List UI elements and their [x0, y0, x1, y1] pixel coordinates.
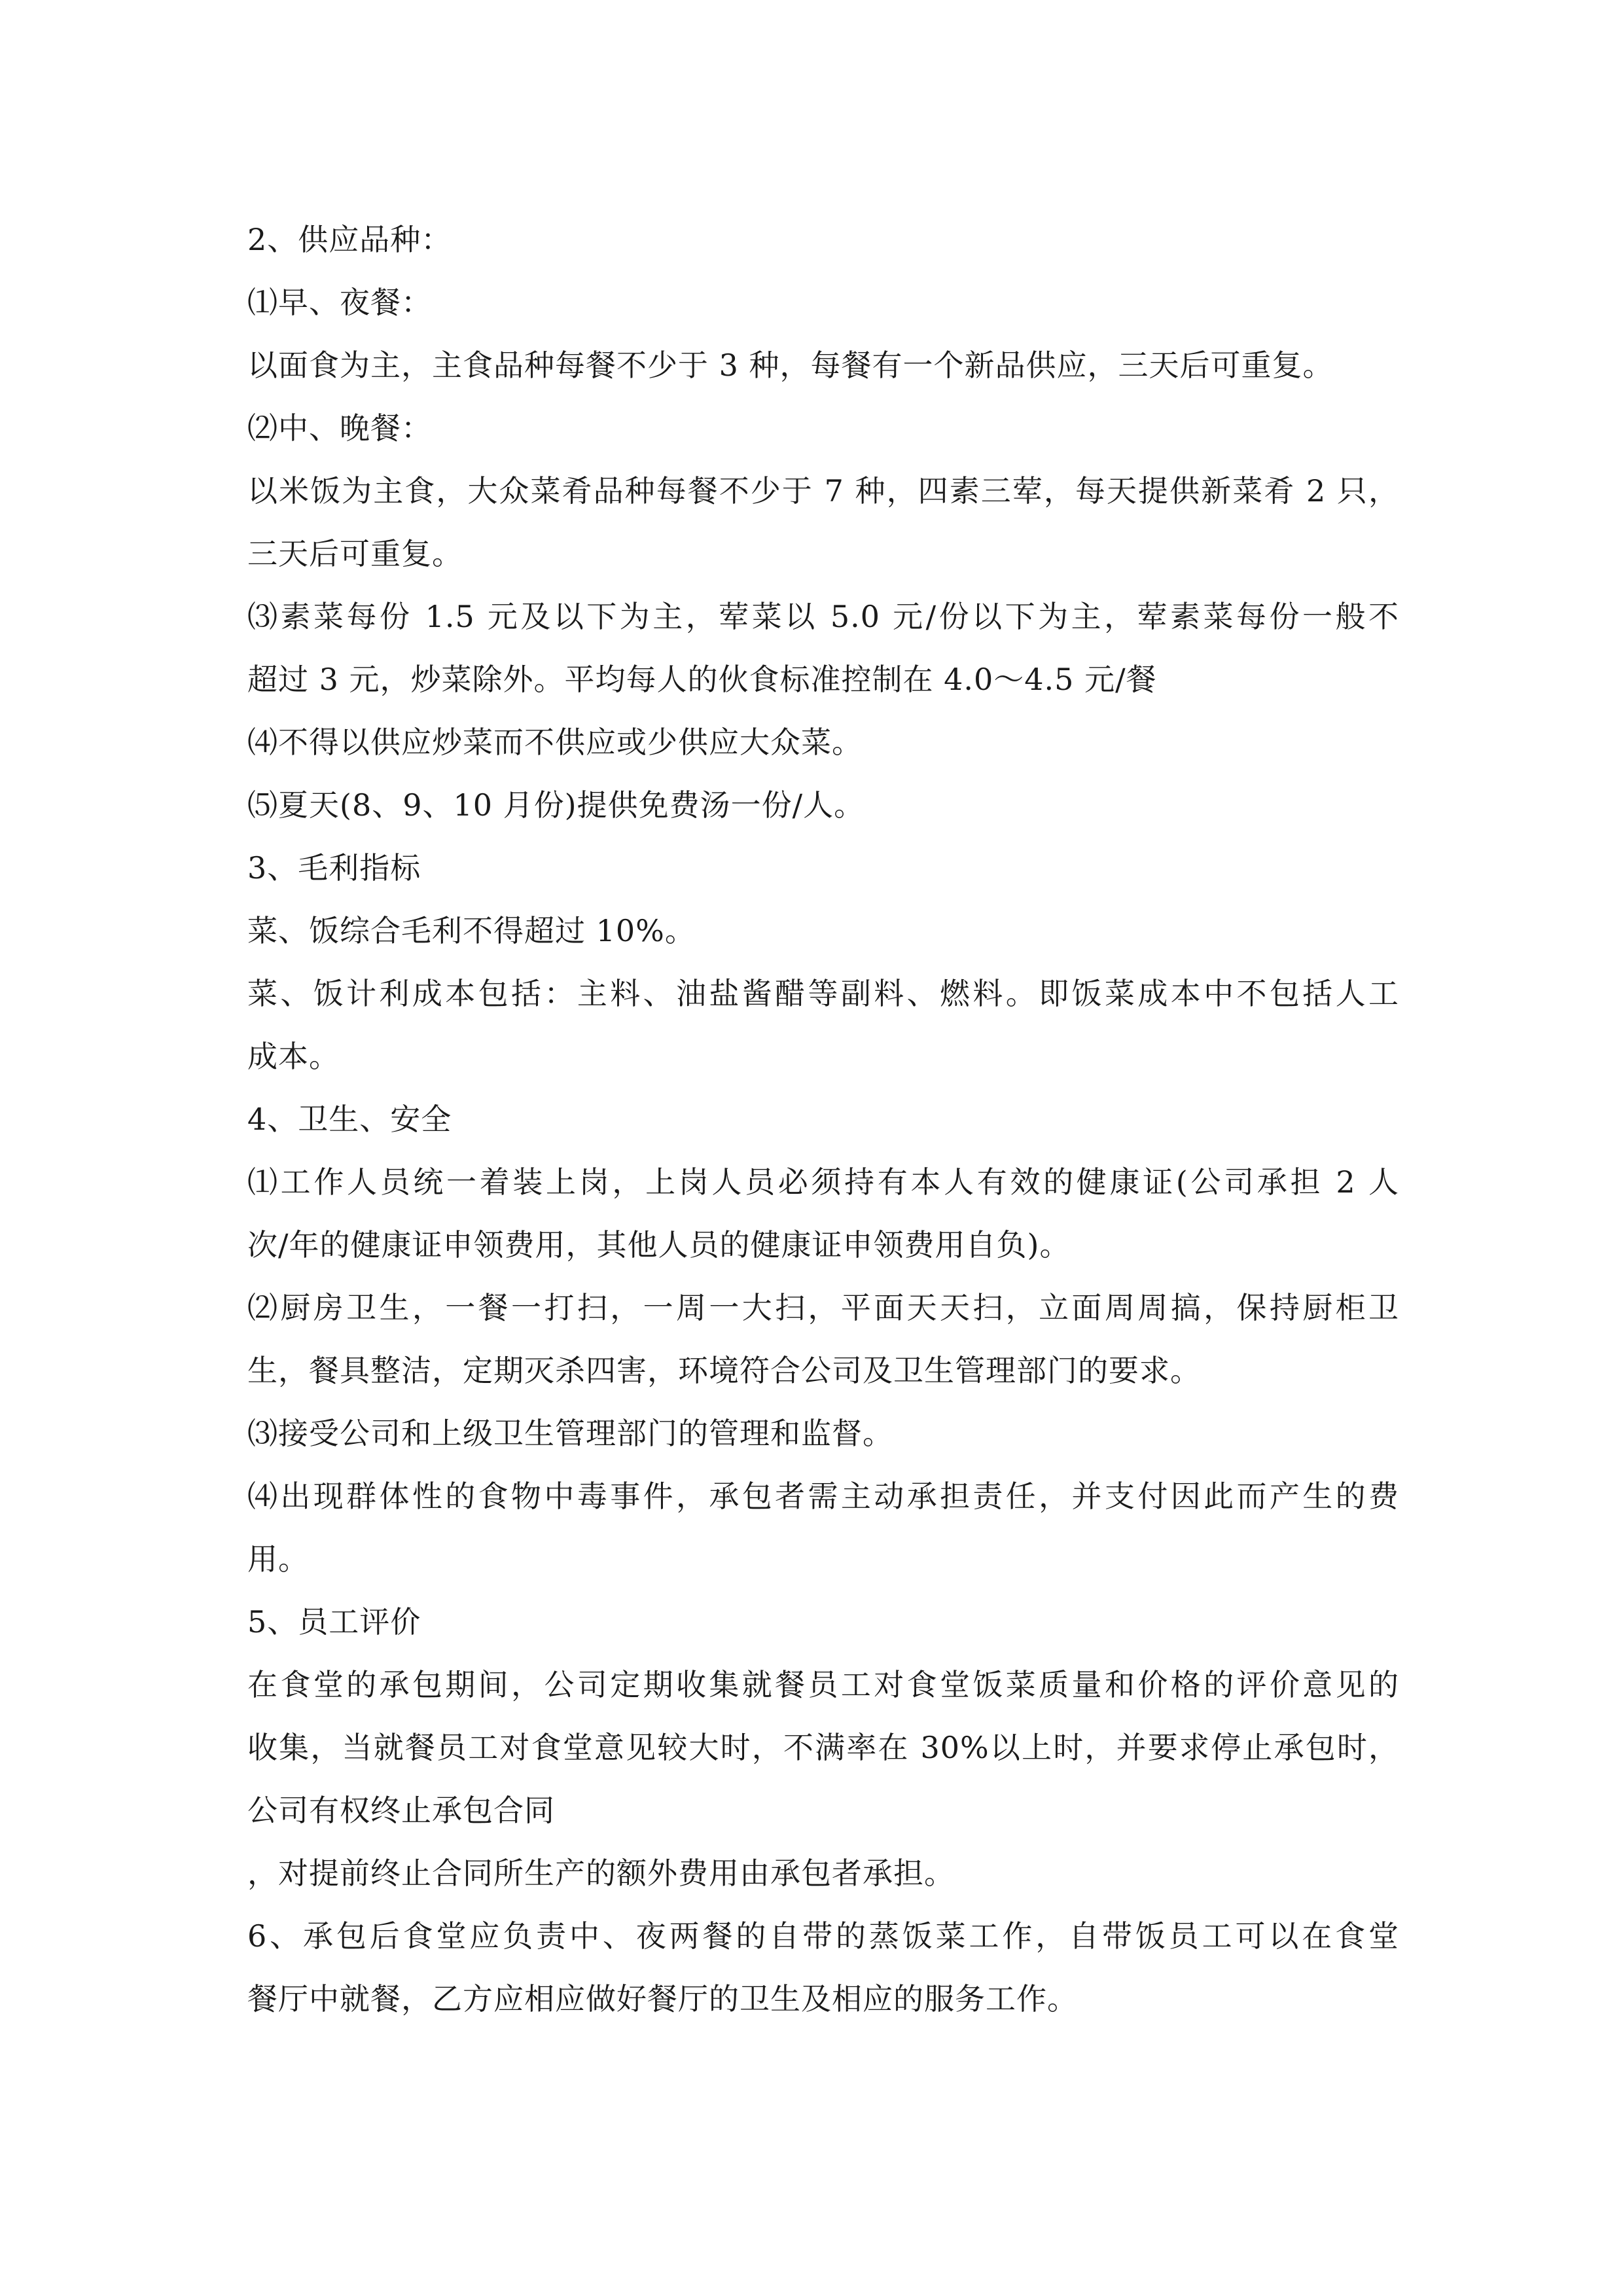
- paragraph-line: ⑷不得以供应炒菜而不供应或少供应大众菜。: [247, 725, 863, 760]
- paragraph-line: 三天后可重复。: [247, 536, 463, 571]
- paragraph-line: 公司有权终止承包合同: [247, 1793, 555, 1828]
- paragraph-line: 超过 3 元，炒菜除外。平均每人的伙食标准控制在 4.0～4.5 元/餐: [247, 662, 1157, 697]
- paragraph-line: ⑶接受公司和上级卫生管理部门的管理和监督。: [247, 1416, 893, 1451]
- section-heading-supply-varieties: 2、供应品种：: [247, 222, 452, 257]
- paragraph-line: 成本。: [247, 1039, 340, 1074]
- paragraph-line: ，对提前终止合同所生产的额外费用由承包者承担。: [247, 1856, 955, 1891]
- paragraph-line: ⑷出现群体性的食物中毒事件，承包者需主动承担责任，并支付因此而产生的费: [247, 1479, 1399, 1514]
- paragraph-line: 在食堂的承包期间，公司定期收集就餐员工对食堂饭菜质量和价格的评价意见的: [247, 1667, 1399, 1702]
- subheading-lunch-dinner: ⑵中、晚餐：: [247, 410, 432, 446]
- paragraph-line: ⑵厨房卫生，一餐一打扫，一周一大扫，平面天天扫，立面周周搞，保持厨柜卫: [247, 1290, 1399, 1325]
- subheading-breakfast-night-meal: ⑴早、夜餐：: [247, 285, 432, 320]
- paragraph-line: 菜、饭计利成本包括：主料、油盐酱醋等副料、燃料。即饭菜成本中不包括人工: [247, 976, 1399, 1011]
- paragraph-line: 以米饭为主食，大众菜肴品种每餐不少于 7 种，四素三荤，每天提供新菜肴 2 只，: [247, 473, 1399, 509]
- paragraph-line: 次/年的健康证申领费用，其他人员的健康证申领费用自负)。: [247, 1227, 1071, 1263]
- paragraph-line: 餐厅中就餐，乙方应相应做好餐厅的卫生及相应的服务工作。: [247, 1981, 1078, 2017]
- paragraph-line: 菜、饭综合毛利不得超过 10%。: [247, 913, 696, 948]
- section-heading-hygiene-safety: 4、卫生、安全: [247, 1102, 452, 1137]
- paragraph-line: 收集，当就餐员工对食堂意见较大时，不满率在 30%以上时，并要求停止承包时，: [247, 1730, 1399, 1765]
- paragraph-line: ⑸夏天(8、9、10 月份)提供免费汤一份/人。: [247, 787, 865, 823]
- paragraph-line: ⑴工作人员统一着装上岗，上岗人员必须持有本人有效的健康证(公司承担 2 人: [247, 1164, 1399, 1200]
- section-heading-employee-evaluation: 5、员工评价: [247, 1604, 421, 1640]
- paragraph-line: 以面食为主，主食品种每餐不少于 3 种，每餐有一个新品供应，三天后可重复。: [247, 348, 1334, 383]
- document-body: [247, 208, 1399, 2030]
- paragraph-line: 生，餐具整洁，定期灭杀四害，环境符合公司及卫生管理部门的要求。: [247, 1353, 1201, 1388]
- section-heading-gross-margin: 3、毛利指标: [247, 850, 421, 886]
- paragraph-line: ⑶素菜每份 1.5 元及以下为主，荤菜以 5.0 元/份以下为主，荤素菜每份一般不: [247, 599, 1399, 634]
- paragraph-line: 用。: [247, 1541, 309, 1577]
- section-item-self-brought-meals: 6、承包后食堂应负责中、夜两餐的自带的蒸饭菜工作，自带饭员工可以在食堂: [247, 1918, 1399, 1954]
